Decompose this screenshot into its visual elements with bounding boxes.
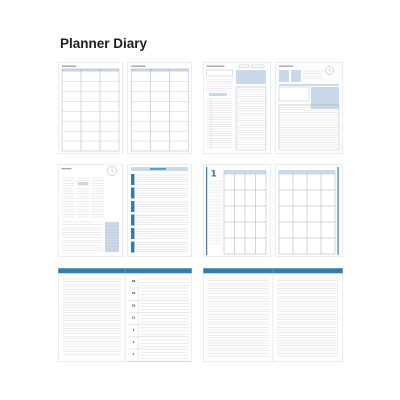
day-date-number: 29 (131, 292, 136, 296)
page-block (131, 188, 135, 199)
page-block (206, 167, 207, 255)
page-block (131, 174, 135, 185)
spread-monthly-pages[interactable] (203, 164, 343, 257)
page-block (236, 70, 266, 84)
header-text-placeholder (62, 168, 72, 169)
page-block (279, 70, 289, 82)
day-date-number: 1 (132, 328, 135, 332)
page-block (131, 69, 188, 72)
header-text-placeholder (279, 66, 293, 67)
page-block (131, 201, 135, 212)
day-date-number: 2 (132, 341, 135, 344)
page-block (291, 70, 301, 82)
day-date-number: 3 (132, 353, 135, 357)
header-text-placeholder (62, 66, 76, 67)
spread-project-planner-pages[interactable] (203, 62, 343, 154)
spread-weekly-list-pages[interactable] (58, 268, 192, 362)
page-block (105, 222, 119, 252)
header-text-placeholder (207, 66, 225, 67)
month-number: 1 (210, 169, 217, 180)
page-block (78, 182, 88, 185)
page-block (62, 69, 119, 72)
day-date-number: 28 (131, 280, 136, 283)
spread-daily-and-vertical-pages[interactable] (58, 164, 192, 257)
page-block (131, 228, 135, 239)
header-text-placeholder (131, 66, 145, 67)
spread-notes-pages[interactable] (203, 268, 343, 362)
day-date-number: 31 (131, 316, 136, 320)
header-text-placeholder (150, 168, 166, 169)
spread-two-week-pages[interactable] (58, 62, 192, 154)
page-block (279, 84, 339, 86)
page-block (209, 93, 227, 96)
page-block (311, 87, 339, 109)
day-date-number: 30 (131, 304, 136, 308)
page-block (279, 170, 335, 174)
page-block (131, 215, 135, 226)
page-block (338, 167, 339, 255)
page-block (131, 242, 135, 253)
page-block (224, 170, 266, 174)
page-title: Planner Diary (60, 36, 148, 51)
